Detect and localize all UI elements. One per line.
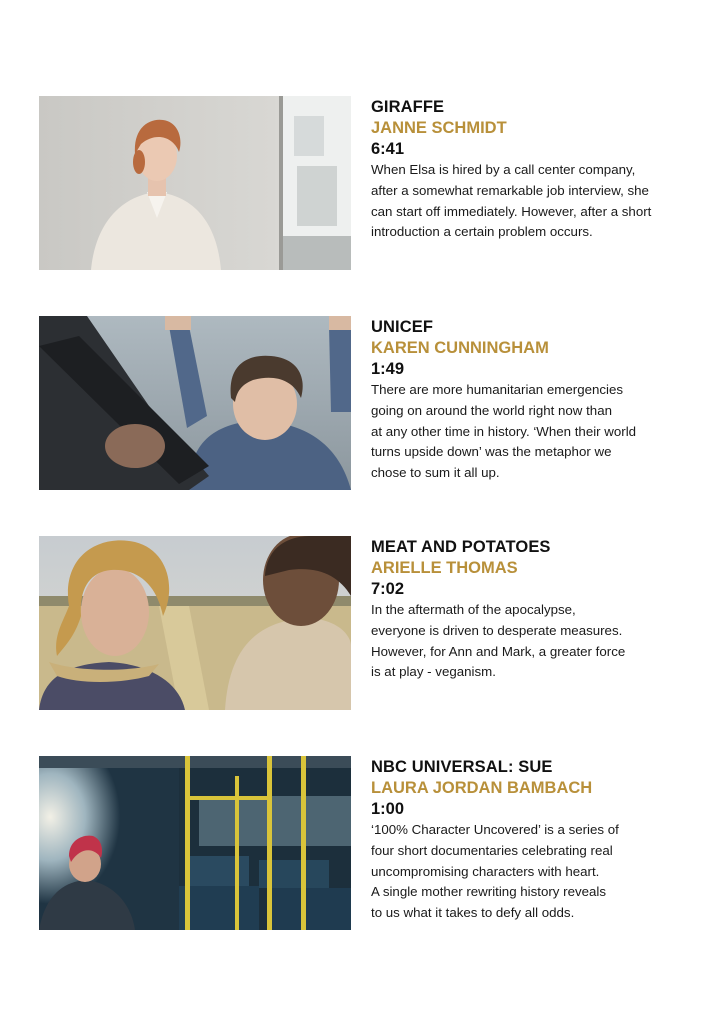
synopsis-line: When Elsa is hired by a call center company,	[371, 162, 636, 177]
film-synopsis	[371, 600, 701, 683]
synopsis-line: chose to sum it all up.	[371, 465, 500, 481]
synopsis-line: at any other time in history. ‘When their world	[371, 423, 637, 439]
synopsis-line: However, for Ann and Mark, a greater force	[371, 643, 626, 659]
film-info-unicef	[371, 317, 701, 484]
synopsis-line: can start off immediately. However, after a short	[371, 203, 652, 219]
synopsis-line: A single mother rewriting history reveals	[371, 884, 607, 900]
film-synopsis	[371, 820, 701, 924]
film-synopsis	[371, 160, 701, 243]
film-director: ARIELLE THOMAS	[371, 559, 518, 577]
film-title: MEAT AND POTATOES	[371, 538, 551, 556]
film-still-nbc-universal-sue	[39, 756, 351, 930]
synopsis-line: There are more humanitarian emergencies	[371, 382, 624, 397]
synopsis-line: to us what it takes to defy all odds.	[371, 905, 575, 921]
synopsis-line: ‘100% Character Uncovered’ is a series of	[371, 822, 619, 837]
film-duration: 1:49	[371, 360, 405, 378]
film-title: NBC UNIVERSAL: SUE	[371, 758, 553, 776]
synopsis-line: uncompromising characters with heart.	[371, 863, 600, 879]
synopsis-line: going on around the world right now than	[371, 402, 612, 418]
synopsis-line: after a somewhat remarkable job interview, she	[371, 182, 649, 198]
film-director: LAURA JORDAN BAMBACH	[371, 779, 593, 797]
film-synopsis	[371, 380, 701, 484]
film-duration: 6:41	[371, 140, 405, 158]
film-director: KAREN CUNNINGHAM	[371, 339, 549, 357]
film-entry-nbc-universal-sue	[39, 756, 699, 930]
synopsis-line: introduction a certain problem occurs.	[371, 224, 593, 240]
film-info-meat-and-potatoes	[371, 537, 701, 683]
film-director: JANNE SCHMIDT	[371, 119, 507, 137]
film-entry-giraffe	[39, 96, 699, 270]
film-still-unicef	[39, 316, 351, 490]
film-info-giraffe	[371, 97, 701, 243]
synopsis-line: In the aftermath of the apocalypse,	[371, 602, 576, 617]
synopsis-line: everyone is driven to desperate measures.	[371, 622, 623, 638]
film-entry-meat-and-potatoes	[39, 536, 699, 710]
film-info-nbc-universal-sue	[371, 757, 701, 924]
film-title: UNICEF	[371, 318, 434, 336]
film-duration: 1:00	[371, 800, 405, 818]
synopsis-line: four short documentaries celebrating real	[371, 842, 613, 858]
film-title: GIRAFFE	[371, 98, 445, 116]
synopsis-line: turns upside down’ was the metaphor we	[371, 444, 612, 460]
film-entry-unicef	[39, 316, 699, 490]
film-still-giraffe	[39, 96, 351, 270]
film-still-meat-and-potatoes	[39, 536, 351, 710]
synopsis-line: is at play - veganism.	[371, 664, 496, 680]
film-duration: 7:02	[371, 580, 405, 598]
